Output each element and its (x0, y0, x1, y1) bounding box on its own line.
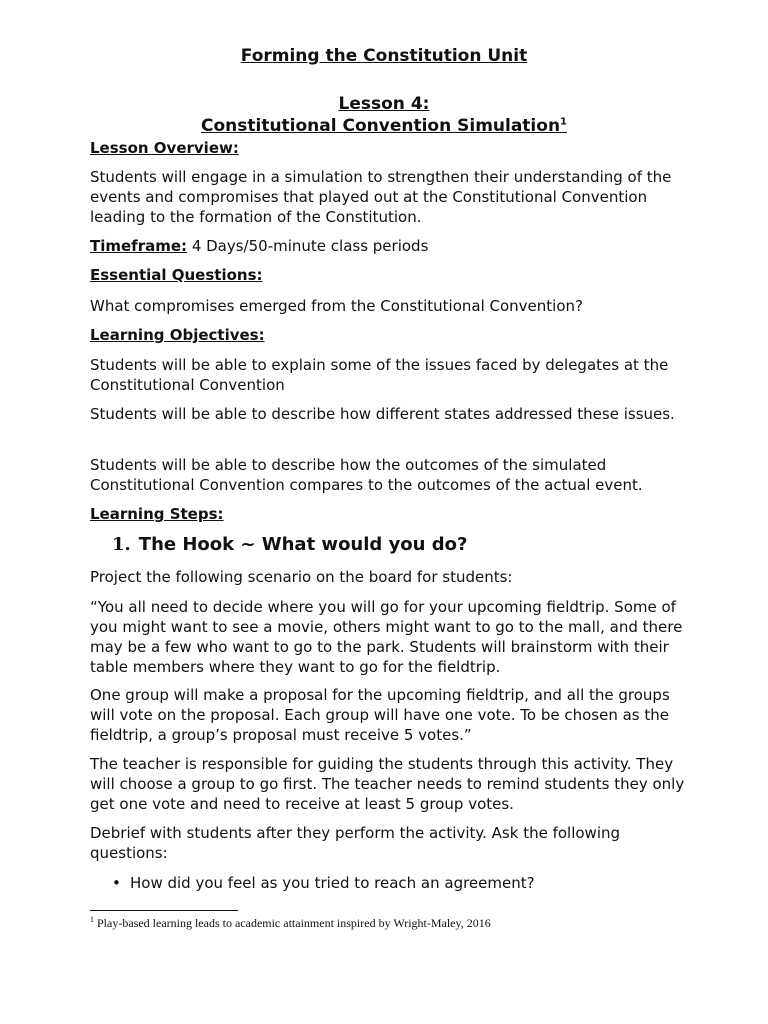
overview-text: Students will engage in a simulation to strengthen their understanding of the events and compromises that played out at the Constitutional Convention leading to the formation of the Constitution. (90, 168, 672, 226)
footnote-divider (90, 910, 238, 911)
timeframe-value: 4 Days/50-minute class periods (191, 237, 429, 255)
learning-steps-heading: Learning Steps: (90, 505, 224, 523)
lesson-title (0, 116, 768, 136)
footnote-text: Play-based learning leads to academic attainment inspired by Wright-Maley, 2016 (97, 916, 491, 930)
learning-objective-item: Students will be able to explain some of the issues faced by delegates at the Constitutional Convention (90, 356, 669, 394)
learning-objectives-heading: Learning Objectives: (90, 326, 265, 344)
step-paragraph: Project the following scenario on the board for students: (90, 568, 513, 586)
learning-objective-item: Students will be able to describe how different states addressed these issues. (90, 405, 675, 423)
lesson-title-footnote-mark: 1 (560, 116, 568, 128)
step-title: The Hook ~ What would you do? (138, 534, 468, 555)
teacher-paragraph: The teacher is responsible for guiding the students through this activity. They will choose a group to go first. The teacher needs to remind students they only get one vote and need to receive at least 5 group votes. (90, 755, 685, 813)
essential-question-item: What compromises emerged from the Constitutional Convention? (90, 297, 583, 315)
scenario-paragraph: “You all need to decide where you will go for your upcoming fieldtrip. Some of you might want to see a movie, others might want to go to the mall, and there may be a few who want to go to the park. Students will brainstorm with their table members where they want to go for the fieldtrip. (90, 598, 683, 676)
learning-objective-item: Students will be able to describe how the outcomes of the simulated Constitutional Convention compares to the outcomes of the actual event. (90, 456, 643, 494)
list-item (112, 874, 535, 892)
lesson-title-text: Constitutional Convention Simulation (200, 116, 561, 136)
timeframe-label: Timeframe: (90, 237, 188, 255)
bullet-icon: • (112, 874, 121, 892)
lesson-number: Lesson 4: (338, 94, 430, 114)
proposal-paragraph: One group will make a proposal for the upcoming fieldtrip, and all the groups will vote on the proposal. Each group will have one vote. To be chosen as the fieldtrip, a group’s proposal must receive 5 votes.” (90, 686, 670, 744)
timeframe (90, 236, 690, 256)
footnote (90, 915, 491, 931)
list-item-text: How did you feel as you tried to reach an agreement? (130, 874, 535, 892)
unit-title: Forming the Constitution Unit (240, 46, 528, 66)
debrief-paragraph: Debrief with students after they perform the activity. Ask the following questions: (90, 824, 621, 862)
footnote-mark: 1 (90, 915, 94, 924)
essential-questions-heading: Essential Questions: (90, 266, 263, 284)
step-number: 1. (112, 534, 131, 555)
overview-heading: Lesson Overview: (90, 139, 239, 157)
step-heading (112, 534, 467, 555)
